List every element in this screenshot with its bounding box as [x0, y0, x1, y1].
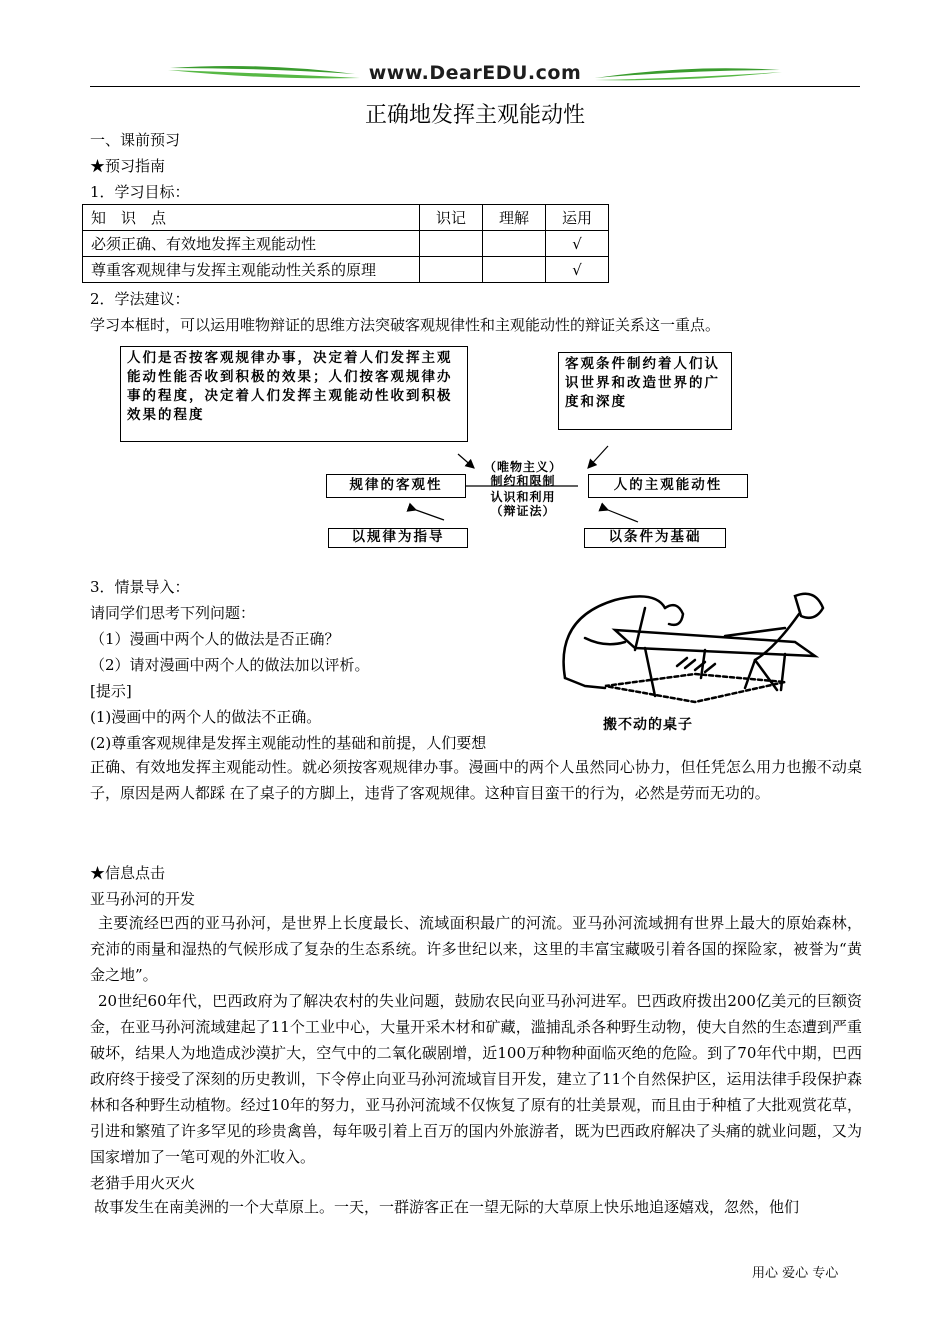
arrow-line: [588, 446, 608, 468]
label-materialism: （唯物主义）: [483, 460, 562, 474]
question-2: （2）请对漫画中两个人的做法加以评析。: [90, 656, 370, 674]
diagram-box-left: 人们是否按客观规律办事，决定着人们发挥主观能动性能否收到积极的效果；人们按客观规律办事的程度，决定着人们发挥主观能动性收到积极效果的程度: [120, 346, 468, 442]
comic-image: [545, 578, 845, 736]
node-guide-by-law: 以规律为指导: [328, 528, 468, 548]
table-header-row: [83, 205, 609, 231]
label-use: 认识和利用: [490, 490, 556, 504]
diagram-box-right: 客观条件制约着人们认识世界和改造世界的广度和深度: [558, 352, 732, 430]
table-cell: [483, 257, 546, 283]
header-rule: [90, 86, 860, 87]
node-base-on-condition: 以条件为基础: [584, 528, 726, 548]
table-cell: √: [546, 231, 609, 257]
story-1-paragraph-2: 20世纪60年代，巴西政府为了解决农村的失业问题，鼓励农民向亚马孙河进军。巴西政府拨出200亿美元的巨额资金，在亚马孙河流域建起了11个工业中心，大量开采木材和矿藏，滥捕乱杀各种野生动物，使大自然的生态遭到严重破坏，结果人为地造成沙漠扩大，空气中的二氧化碳剧增，近100万种物种面临灭绝的危险。到了70年代中期，巴西政府终于接受了深刻的历史教训，下令停止向亚马孙河流域盲目开发，建立了11个自然保护区，运用法律手段保护森林和各种野生动植物。经过10年的努力，亚马孙河流域不仅恢复了原有的壮美景观，而且由于种植了大批观赏花草，引进和繁殖了许多罕见的珍贵禽兽，每年吸引着上百万的国内外旅游者，既为巴西政府解决了头痛的就业问题，又为国家增加了一笔可观的外汇收入。: [90, 992, 862, 1166]
story-2-paragraph-1: 故事发生在南美洲的一个大草原上。一天，一群游客正在一望无际的大草原上快乐地追逐嬉戏，忽然，他们: [94, 1198, 800, 1216]
goals-heading: 1．学习目标：: [90, 183, 190, 201]
story-1-paragraph-1: 主要流经巴西的亚马孙河，是世界上长度最长、流域面积最广的河流。亚马孙河流域拥有世界上最大的原始森林，充沛的雨量和湿热的气候形成了复杂的生态系统。许多世纪以来，这里的丰富宝藏吸引着各国的探险家，被誉为“黄金之地”。: [90, 914, 862, 984]
story-1-title: 亚马孙河的开发: [90, 890, 196, 908]
info-heading: ★信息点击: [90, 864, 166, 882]
section-heading: 一、课前预习: [90, 131, 181, 149]
comic-drawing-icon: [545, 578, 845, 718]
table-cell: 尊重客观规律与发挥主观能动性关系的原理: [83, 257, 420, 283]
label-constrain: 制约和限制: [490, 474, 556, 488]
comic-caption: 搬不动的桌子: [603, 717, 693, 733]
table-row: [83, 231, 609, 257]
answer-1: (1)漫画中的两个人的做法不正确。: [90, 708, 322, 726]
answer-2-paragraph: 正确、有效地发挥主观能动性。就必须按客观规律办事。漫画中的两个人虽然同心协力，但任凭怎么用力也搬不动桌子，原因是两人都踩 在了桌子的方脚上，违背了客观规律。这种盲目蛮干的行为，必然是劳而无功的。: [90, 758, 862, 802]
arrow-line: [416, 510, 444, 520]
table-header-cell: 知 识 点: [83, 205, 420, 231]
table-header-cell: 运用: [546, 205, 609, 231]
table-cell: 必须正确、有效地发挥主观能动性: [83, 231, 420, 257]
table-header-cell: 识记: [420, 205, 483, 231]
header-url[interactable]: www.DearEDU.com: [368, 62, 582, 84]
table-cell: [483, 231, 546, 257]
question-1: （1）漫画中两个人的做法是否正确？: [90, 630, 340, 648]
page-title: 正确地发挥主观能动性: [364, 103, 585, 128]
page-footer: 用心 爱心 专心: [752, 1266, 839, 1281]
scene-prompt: 请同学们思考下列问题：: [90, 604, 256, 622]
table-header-cell: 理解: [483, 205, 546, 231]
table-row: [83, 257, 609, 283]
table-cell: [420, 231, 483, 257]
concept-diagram: [118, 344, 758, 550]
scene-heading: 3．情景导入：: [90, 578, 190, 596]
table-cell: [420, 257, 483, 283]
table-cell: √: [546, 257, 609, 283]
method-text: 学习本框时，可以运用唯物辩证的思维方法突破客观规律性和主观能动性的辩证关系这一重点。: [90, 316, 721, 334]
goals-table: [82, 204, 609, 283]
guide-heading: ★预习指南: [90, 157, 166, 175]
answer-2-first-line: (2)尊重客观规律是发挥主观能动性的基础和前提，人们要想: [90, 734, 487, 752]
arrow-line: [608, 510, 638, 522]
site-header: [90, 58, 860, 88]
method-heading: 2．学法建议：: [90, 290, 190, 308]
hint-label: [提示]: [90, 682, 132, 700]
label-dialectics: （辩证法）: [490, 504, 556, 518]
story-2-title: 老猎手用火灭火: [90, 1174, 196, 1192]
node-initiative: 人的主观能动性: [588, 474, 748, 498]
node-objectivity: 规律的客观性: [326, 474, 466, 498]
